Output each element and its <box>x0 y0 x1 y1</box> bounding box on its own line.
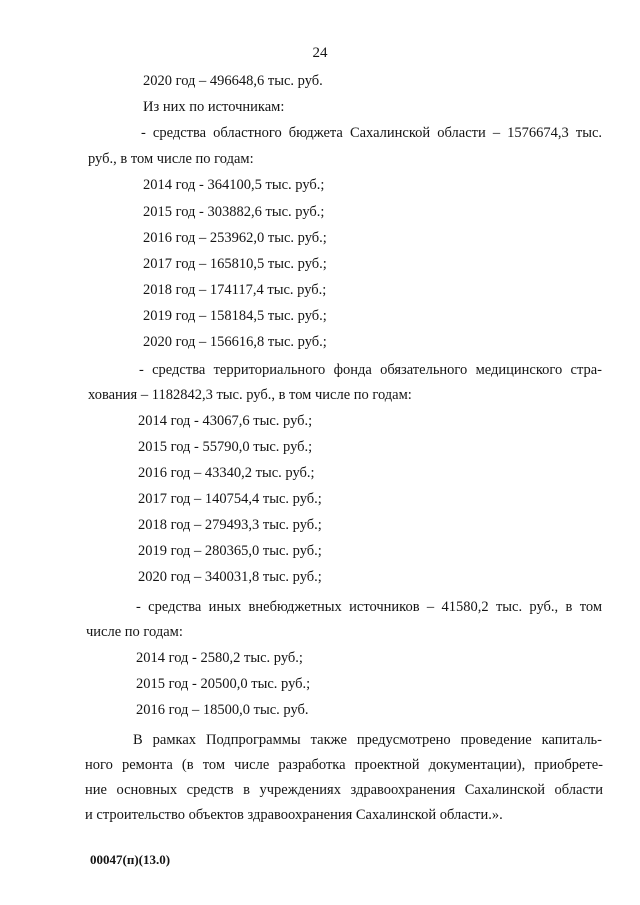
text-line: 2014 год - 2580,2 тыс. руб.; <box>136 650 303 666</box>
text-line: ного ремонта (в том числе разработка проектной документации), приобрете- <box>85 757 603 773</box>
text-line: 2016 год – 43340,2 тыс. руб.; <box>138 465 315 481</box>
text-line: руб., в том числе по годам: <box>88 151 254 167</box>
text-line: 2019 год – 158184,5 тыс. руб.; <box>143 308 327 324</box>
text-line: В рамках Подпрограммы также предусмотрено проведение капиталь- <box>133 732 602 748</box>
text-line: 2020 год – 156616,8 тыс. руб.; <box>143 334 327 350</box>
text-line: числе по годам: <box>86 624 183 640</box>
text-line: 2019 год – 280365,0 тыс. руб.; <box>138 543 322 559</box>
text-line: 2018 год – 174117,4 тыс. руб.; <box>143 282 327 298</box>
text-line: 2017 год – 165810,5 тыс. руб.; <box>143 256 327 272</box>
text-line: хования – 1182842,3 тыс. руб., в том числе по годам: <box>88 387 412 403</box>
document-code: 00047(п)(13.0) <box>90 852 171 867</box>
text-line: Из них по источникам: <box>143 99 285 115</box>
text-line: 2017 год – 140754,4 тыс. руб.; <box>138 491 322 507</box>
text-line: 2020 год – 496648,6 тыс. руб. <box>143 73 323 89</box>
text-line: - средства областного бюджета Сахалинской области – 1576674,3 тыс. <box>141 125 602 141</box>
text-line: 2015 год - 20500,0 тыс. руб.; <box>136 676 311 692</box>
text-line: 2014 год - 364100,5 тыс. руб.; <box>143 177 325 193</box>
text-line: 2015 год - 55790,0 тыс. руб.; <box>138 439 313 455</box>
text-line: ние основных средств в учреждениях здравоохранения Сахалинской области <box>85 782 603 798</box>
text-line: 2016 год – 18500,0 тыс. руб. <box>136 702 309 718</box>
text-line: 2015 год - 303882,6 тыс. руб.; <box>143 204 325 220</box>
text-line: - средства территориального фонда обязательного медицинского стра- <box>139 362 602 378</box>
text-line: и строительство объектов здравоохранения Сахалинской области.». <box>85 807 503 823</box>
text-line: 2016 год – 253962,0 тыс. руб.; <box>143 230 327 246</box>
text-line: 2020 год – 340031,8 тыс. руб.; <box>138 569 322 585</box>
page-number: 24 <box>312 45 328 61</box>
text-line: 2014 год - 43067,6 тыс. руб.; <box>138 413 313 429</box>
text-line: - средства иных внебюджетных источников – 41580,2 тыс. руб., в том <box>136 599 602 615</box>
text-line: 2018 год – 279493,3 тыс. руб.; <box>138 517 322 533</box>
